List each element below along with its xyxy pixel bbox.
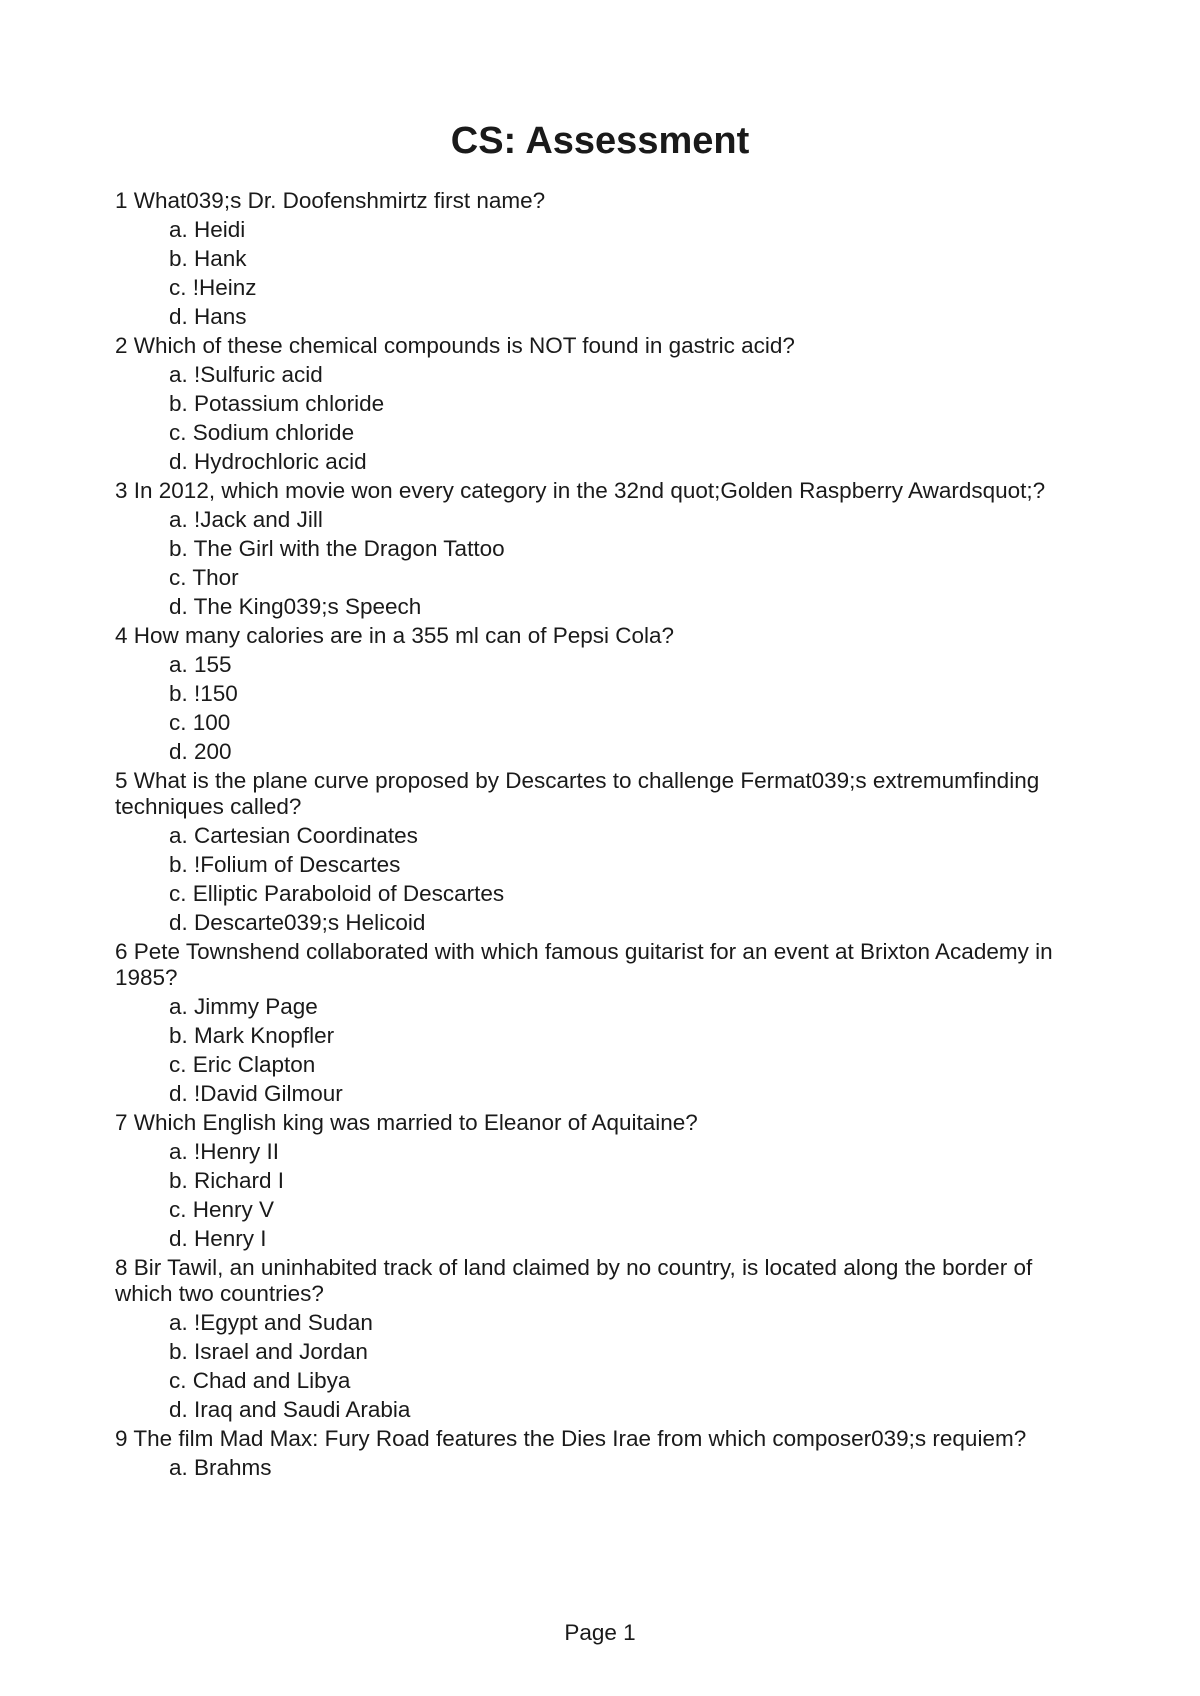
- answer-option: a. Jimmy Page: [169, 994, 318, 1019]
- answer-option: d. Hans: [169, 304, 247, 329]
- question-item: [115, 333, 1115, 475]
- answer-option: d. 200: [169, 739, 232, 764]
- answer-option: a. !Sulfuric acid: [169, 362, 323, 387]
- answer-option: d. Henry I: [169, 1226, 267, 1251]
- answer-option: a. !Egypt and Sudan: [169, 1310, 373, 1335]
- answer-option: b. Richard I: [169, 1168, 285, 1193]
- answer-option: c. Elliptic Paraboloid of Descartes: [169, 881, 505, 906]
- answer-option: c. Thor: [169, 565, 239, 590]
- question-text: 6 Pete Townshend collaborated with which famous guitarist for an event at Brixton Academy in 1985?: [115, 939, 1053, 990]
- question-item: [115, 478, 1115, 620]
- answer-option: d. The King039;s Speech: [169, 594, 422, 619]
- answer-option: c. Eric Clapton: [169, 1052, 316, 1077]
- page-footer: Page 1: [564, 1620, 636, 1645]
- question-item: [115, 1426, 1115, 1481]
- question-item: [115, 1110, 1115, 1252]
- question-text: 1 What039;s Dr. Doofenshmirtz first name?: [115, 188, 546, 213]
- answer-option: a. !Jack and Jill: [169, 507, 323, 532]
- question-item: [115, 1255, 1115, 1423]
- answer-options: [115, 507, 1115, 620]
- answer-option: b. The Girl with the Dragon Tattoo: [169, 536, 505, 561]
- answer-option: a. Cartesian Coordinates: [169, 823, 418, 848]
- question-text: 5 What is the plane curve proposed by Descartes to challenge Fermat039;s extremumfinding techniques called?: [115, 768, 1040, 819]
- answer-option: b. !150: [169, 681, 238, 706]
- answer-options: [115, 217, 1115, 330]
- answer-option: b. Potassium chloride: [169, 391, 385, 416]
- question-text: 3 In 2012, which movie won every category in the 32nd quot;Golden Raspberry Awardsquot;?: [115, 478, 1046, 503]
- answer-option: d. Hydrochloric acid: [169, 449, 367, 474]
- answer-option: a. Brahms: [169, 1455, 272, 1480]
- answer-options: [115, 823, 1115, 936]
- question-text: 4 How many calories are in a 355 ml can of Pepsi Cola?: [115, 623, 675, 648]
- answer-option: b. Israel and Jordan: [169, 1339, 368, 1364]
- answer-options: [115, 652, 1115, 765]
- answer-option: a. !Henry II: [169, 1139, 280, 1164]
- question-item: [115, 768, 1115, 936]
- answer-option: b. !Folium of Descartes: [169, 852, 401, 877]
- page-title: CS: Assessment: [450, 120, 750, 162]
- answer-option: d. Iraq and Saudi Arabia: [169, 1397, 411, 1422]
- question-item: [115, 188, 1115, 330]
- question-item: [115, 939, 1115, 1107]
- question-text: 2 Which of these chemical compounds is NOT found in gastric acid?: [115, 333, 795, 358]
- answer-options: [115, 1455, 1115, 1481]
- answer-option: a. 155: [169, 652, 232, 677]
- answer-option: a. Heidi: [169, 217, 246, 242]
- answer-option: c. !Heinz: [169, 275, 257, 300]
- answer-option: b. Mark Knopfler: [169, 1023, 335, 1048]
- answer-option: c. Sodium chloride: [169, 420, 355, 445]
- question-item: [115, 623, 1115, 765]
- question-list: [115, 188, 1115, 1484]
- answer-option: c. 100: [169, 710, 231, 735]
- answer-option: d. !David Gilmour: [169, 1081, 343, 1106]
- question-text: 8 Bir Tawil, an uninhabited track of land claimed by no country, is located along the border of which two countries?: [115, 1255, 1033, 1306]
- answer-option: d. Descarte039;s Helicoid: [169, 910, 426, 935]
- question-text: 9 The film Mad Max: Fury Road features the Dies Irae from which composer039;s requiem?: [115, 1426, 1027, 1451]
- answer-options: [115, 994, 1115, 1107]
- answer-options: [115, 1310, 1115, 1423]
- answer-option: c. Henry V: [169, 1197, 275, 1222]
- answer-option: c. Chad and Libya: [169, 1368, 351, 1393]
- answer-options: [115, 362, 1115, 475]
- answer-options: [115, 1139, 1115, 1252]
- question-text: 7 Which English king was married to Eleanor of Aquitaine?: [115, 1110, 698, 1135]
- answer-option: b. Hank: [169, 246, 247, 271]
